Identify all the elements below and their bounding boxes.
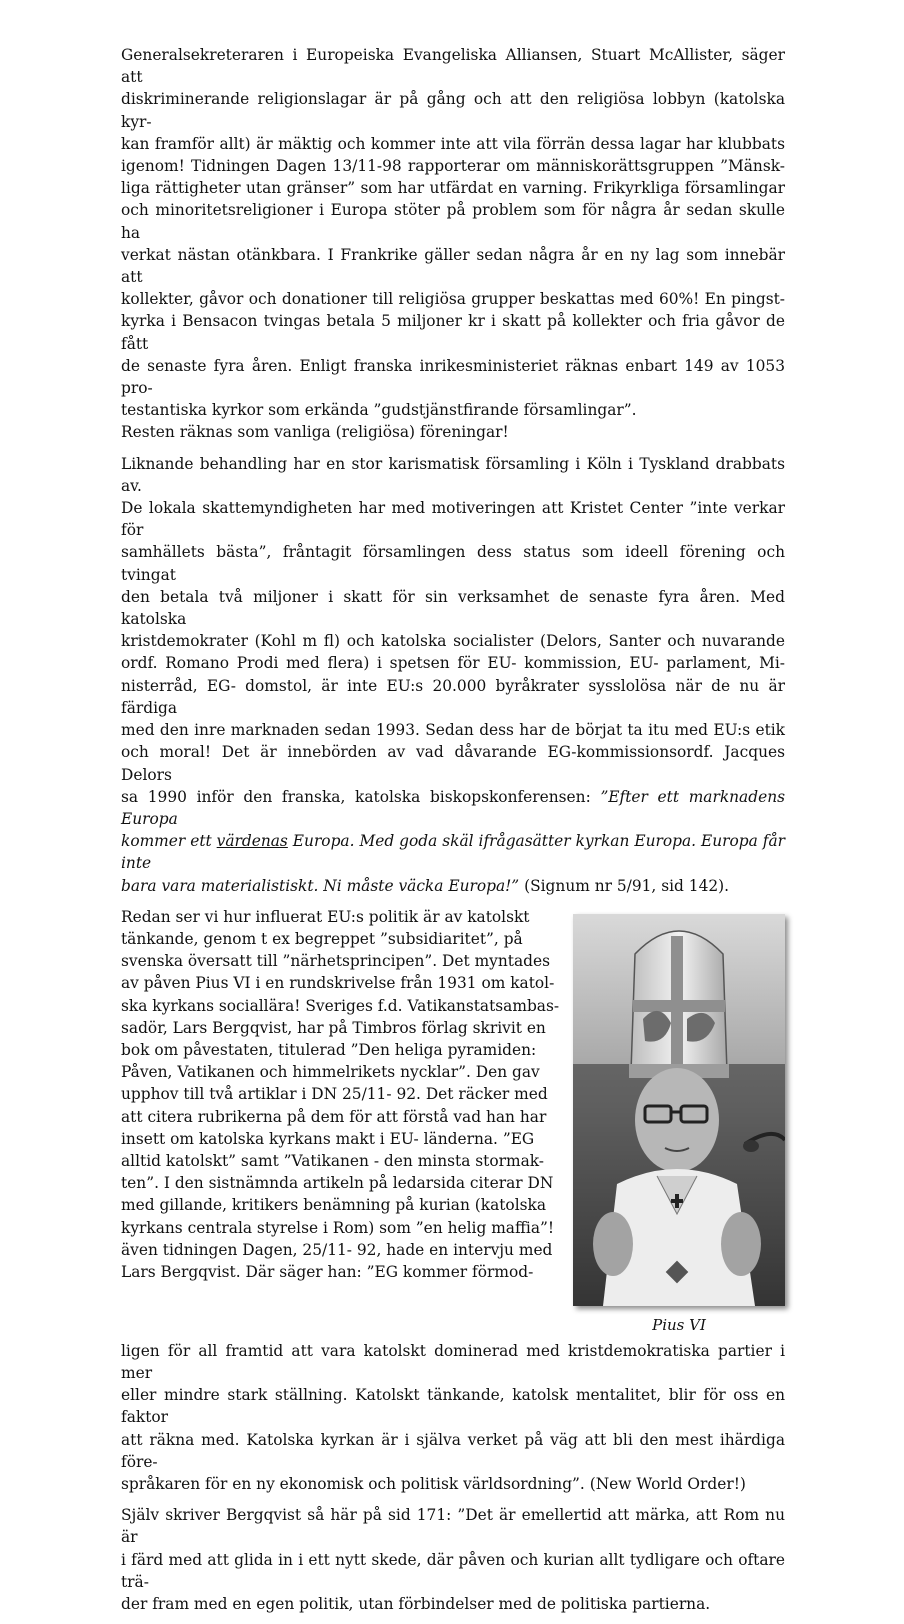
text-line: kristdemokrater (Kohl m fl) och katolska socialister (Delors, Santer och nuvarande xyxy=(121,632,785,651)
pope-portrait-image xyxy=(573,914,785,1306)
text-line xyxy=(121,875,785,897)
text-line: Resten räknas som vanliga (religiösa) föreningar! xyxy=(121,423,509,442)
text-line: Själv skriver Bergqvist så här på sid 171: ”Det är emellertid att märka, att Rom nu är xyxy=(121,1506,785,1547)
text-line: diskriminerande religionslagar är på gång och att den religiösa lobbyn (katolska kyr- xyxy=(121,90,785,131)
text-line: Redan ser vi hur influerat EU:s politik är av katolskt xyxy=(121,907,530,926)
text-line: ska kyrkans sociallära! Sveriges f.d. Vatikanstatsambas- xyxy=(121,996,560,1015)
paragraph-4 xyxy=(121,1504,785,1615)
text-line: svenska översatt till ”närhetsprincipen”. Det myntades xyxy=(121,952,550,971)
text-line: nisterråd, EG- domstol, är inte EU:s 20.000 byråkrater sysslolösa när de nu är färdiga xyxy=(121,676,785,717)
text-line: även tidningen Dagen, 25/11- 92, hade en intervju med xyxy=(121,1240,553,1259)
text-line: den betala två miljoner i skatt för sin verksamhet de senaste fyra åren. Med katolska xyxy=(121,587,785,629)
text-line: alltid katolskt” samt ”Vatikanen - den minsta stormak- xyxy=(121,1151,545,1170)
paragraph-1 xyxy=(121,44,785,444)
text-line: De lokala skattemyndigheten har med motiveringen att Kristet Center ”inte verkar för xyxy=(121,499,785,540)
portrait-figure xyxy=(573,914,785,1334)
text-line: språkaren för en ny ekonomisk och politisk världsordning”. (New World Order!) xyxy=(121,1474,746,1493)
citation: (Signum nr 5/91, sid 142). xyxy=(519,876,730,895)
text-line: att räkna med. Katolska kyrkan är i själva verket på väg att bli den mest ihärdiga före- xyxy=(121,1430,785,1471)
text-line: verkat nästan otänkbara. I Frankrike gäller sedan några år en ny lag som innebär att xyxy=(121,245,785,287)
paragraph-3 xyxy=(121,906,785,1495)
text-line: kollekter, gåvor och donationer till religiösa grupper beskattas med 60%! En pingst- xyxy=(121,290,785,309)
text-line xyxy=(121,830,785,874)
text-line: och minoritetsreligioner i Europa stöter på problem som för några år sedan skulle ha xyxy=(121,201,785,242)
text-line: testantiska kyrkor som erkända ”gudstjänstfirande församlingar”. xyxy=(121,401,637,420)
text-line: med gillande, kritikers benämning på kurian (katolska xyxy=(121,1196,547,1215)
text-run: Europa. Med goda skäl ifrågasätter kyrkan Europa. Europa får inte xyxy=(121,832,785,873)
text-line: och moral! Det är innebörden av vad dåvarande EG-kommissionsordf. Jacques Delors xyxy=(121,743,785,784)
text-line: tänkande, genom t ex begreppet ”subsidiaritet”, på xyxy=(121,929,523,948)
text-line: igenom! Tidningen Dagen 13/11-98 rapporterar om människorättsgruppen ”Mänsk- xyxy=(121,157,785,176)
text-line: bok om påvestaten, titulerad ”Den heliga pyramiden: xyxy=(121,1040,537,1059)
underlined-word: värdenas xyxy=(216,832,288,851)
text-line: der fram med en egen politik, utan förbindelser med de politiska partierna. xyxy=(121,1594,711,1613)
text-line: ten”. I den sistnämnda artikeln på ledarsida citerar DN xyxy=(121,1174,554,1193)
text-line: samhällets bästa”, fråntagit församlingen dess status som ideell förening och tvingat xyxy=(121,543,785,584)
text-line: eller mindre stark ställning. Katolskt tänkande, katolsk mentalitet, blir för oss en faktor xyxy=(121,1386,785,1427)
figure-caption: Pius VI xyxy=(652,1315,706,1334)
text-line: kan framför allt) är mäktig och kommer inte att vila förrän dessa lagar har klubbats xyxy=(121,134,785,153)
delors-quote-part-3: bara vara materialistiskt. Ni måste väcka Europa!” xyxy=(121,876,520,895)
text-line: Generalsekreteraren i Europeiska Evangeliska Alliansen, Stuart McAllister, säger att xyxy=(121,46,785,87)
text-line: med den inre marknaden sedan 1993. Sedan dess har de börjat ta itu med EU:s etik xyxy=(121,721,785,740)
text-line: sadör, Lars Bergqvist, har på Timbros förlag skrivit en xyxy=(121,1018,546,1037)
text-line: ligen för all framtid att vara katolskt dominerad med kristdemokratiska partier i mer xyxy=(121,1341,785,1382)
text-run: sa 1990 inför den franska, katolska biskopskonferensen: xyxy=(121,787,601,806)
paragraph-2 xyxy=(121,453,785,897)
text-line: av påven Pius VI i en rundskrivelse från 1931 om katol- xyxy=(121,974,555,993)
text-run: kommer ett xyxy=(121,832,217,851)
text-line: kyrka i Bensacon tvingas betala 5 miljoner kr i skatt på kollekter och fria gåvor de fått xyxy=(121,312,785,353)
text-line xyxy=(121,786,785,830)
pope-portrait-drawing xyxy=(573,914,785,1306)
text-line: Lars Bergqvist. Där säger han: ”EG kommer förmod- xyxy=(121,1262,534,1281)
text-line: de senaste fyra åren. Enligt franska inrikesministeriet räknas enbart 149 av 1053 pro- xyxy=(121,356,785,398)
delors-quote-part-1: ”Efter ett marknadens Europa xyxy=(121,787,786,828)
text-line: Liknande behandling har en stor karismatisk församling i Köln i Tyskland drabbats av. xyxy=(121,454,785,495)
text-line: kyrkans centrala styrelse i Rom) som ”en helig maffia”! xyxy=(121,1218,555,1237)
document-page xyxy=(121,44,785,1624)
text-line: Påven, Vatikanen och himmelrikets nycklar”. Den gav xyxy=(121,1063,540,1082)
text-line: upphov till två artiklar i DN 25/11- 92. Det räcker med xyxy=(121,1085,548,1104)
text-line: liga rättigheter utan gränser” som har utfärdat en varning. Frikyrkliga församlingar xyxy=(121,179,785,198)
text-line: i färd med att glida in i ett nytt skede, där påven och kurian allt tydligare och oftare trä- xyxy=(121,1550,785,1591)
text-line: ordf. Romano Prodi med flera) i spetsen för EU- kommission, EU- parlament, Mi- xyxy=(121,654,785,673)
text-line: insett om katolska kyrkans makt i EU- länderna. ”EG xyxy=(121,1129,535,1148)
text-line: att citera rubrikerna på dem för att förstå vad han har xyxy=(121,1107,547,1126)
